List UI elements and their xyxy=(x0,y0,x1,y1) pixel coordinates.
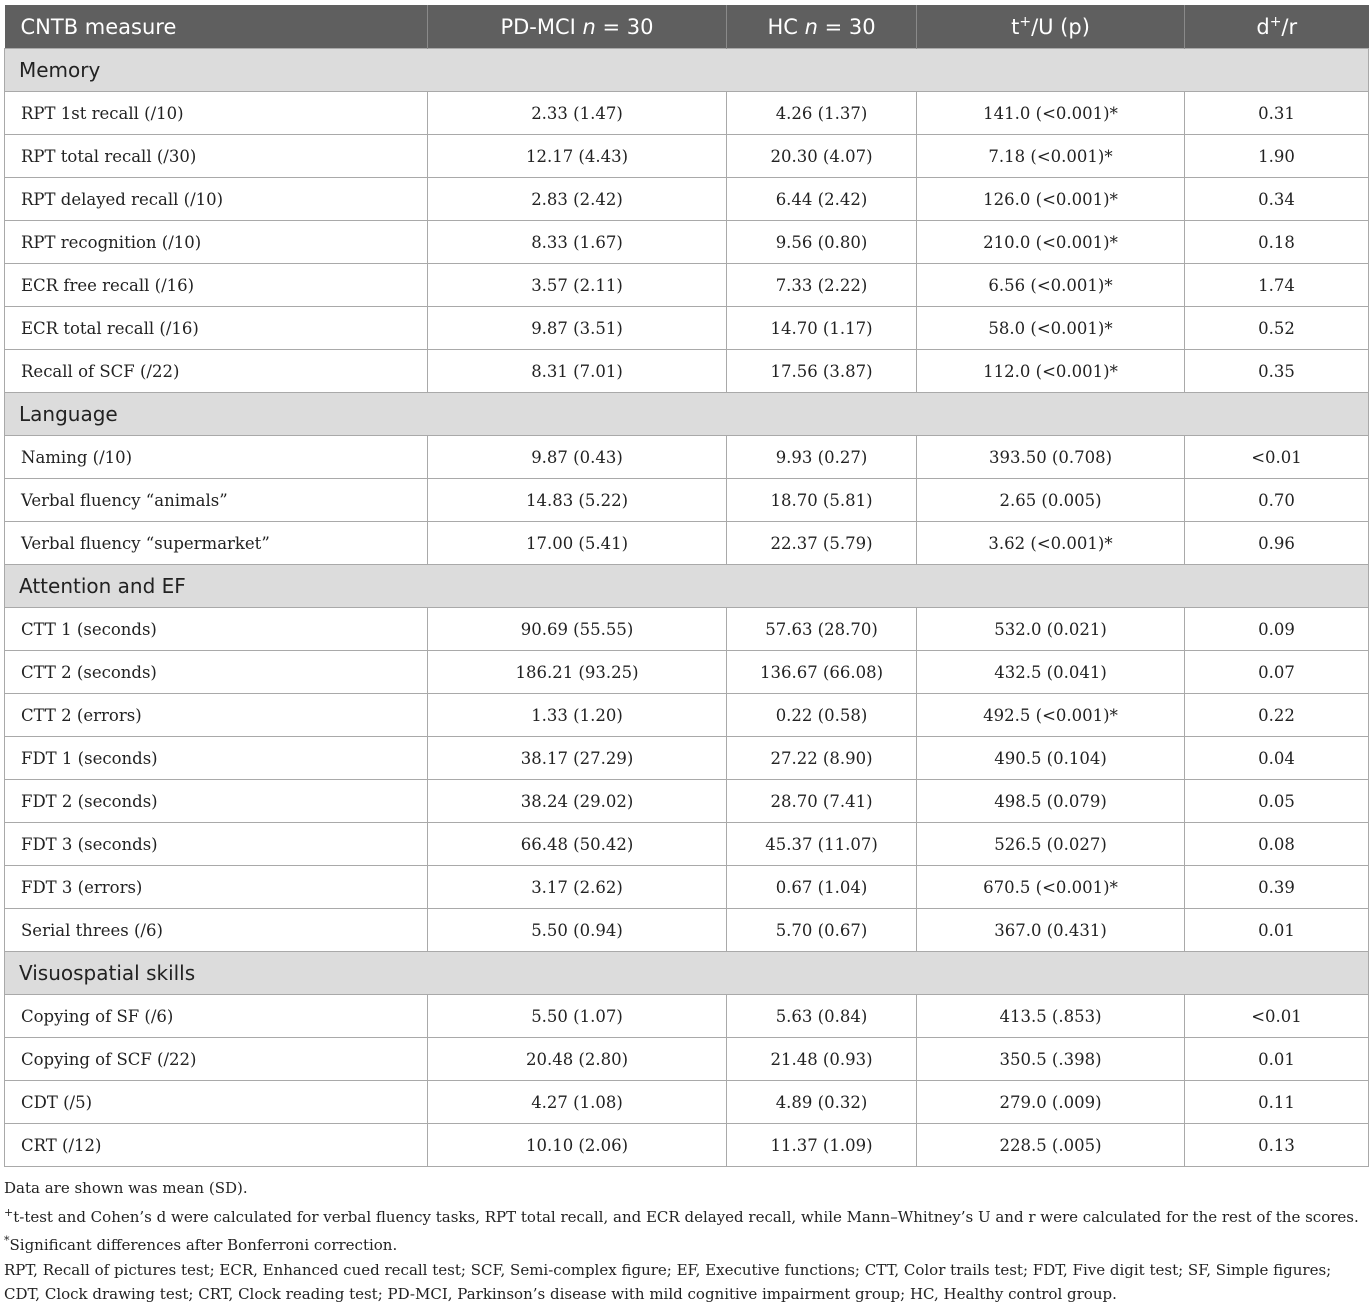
measure-cell: RPT 1st recall (/10) xyxy=(5,92,428,135)
pd-mci-cell: 12.17 (4.43) xyxy=(428,135,727,178)
effect-cell: 0.13 xyxy=(1185,1124,1369,1167)
measure-cell: Copying of SF (/6) xyxy=(5,995,428,1038)
measure-cell: RPT total recall (/30) xyxy=(5,135,428,178)
header-measure-label: CNTB measure xyxy=(20,14,177,39)
stat-cell: 3.62 (<0.001)* xyxy=(917,522,1185,565)
pd-mci-cell: 1.33 (1.20) xyxy=(428,694,727,737)
effect-cell: <0.01 xyxy=(1185,995,1369,1038)
pd-mci-cell: 8.33 (1.67) xyxy=(428,221,727,264)
stat-cell: 2.65 (0.005) xyxy=(917,479,1185,522)
effect-cell: 0.01 xyxy=(1185,1038,1369,1081)
cntb-results-table xyxy=(4,5,1369,1167)
hc-cell: 14.70 (1.17) xyxy=(727,307,917,350)
stat-cell: 367.0 (0.431) xyxy=(917,909,1185,952)
header-pd-mci-suffix: = 30 xyxy=(595,14,654,39)
pd-mci-cell: 3.57 (2.11) xyxy=(428,264,727,307)
stat-cell: 58.0 (<0.001)* xyxy=(917,307,1185,350)
table-row xyxy=(5,995,1369,1038)
stat-cell: 413.5 (.853) xyxy=(917,995,1185,1038)
pd-mci-cell: 5.50 (1.07) xyxy=(428,995,727,1038)
stat-cell: 350.5 (.398) xyxy=(917,1038,1185,1081)
header-pd-mci-prefix: PD-MCI xyxy=(500,14,583,39)
header-effect-pre: d xyxy=(1256,15,1270,39)
stat-cell: 279.0 (.009) xyxy=(917,1081,1185,1124)
measure-cell: Naming (/10) xyxy=(5,436,428,479)
stat-cell: 126.0 (<0.001)* xyxy=(917,178,1185,221)
measure-cell: Recall of SCF (/22) xyxy=(5,350,428,393)
measure-cell: RPT delayed recall (/10) xyxy=(5,178,428,221)
header-hc-prefix: HC xyxy=(767,14,805,39)
section-title: Visuospatial skills xyxy=(5,952,1369,995)
measure-cell: RPT recognition (/10) xyxy=(5,221,428,264)
measure-cell: FDT 1 (seconds) xyxy=(5,737,428,780)
measure-cell: Copying of SCF (/22) xyxy=(5,1038,428,1081)
hc-cell: 20.30 (4.07) xyxy=(727,135,917,178)
effect-cell: 0.04 xyxy=(1185,737,1369,780)
hc-cell: 22.37 (5.79) xyxy=(727,522,917,565)
measure-cell: Verbal fluency “supermarket” xyxy=(5,522,428,565)
effect-cell: 0.22 xyxy=(1185,694,1369,737)
table-row xyxy=(5,479,1369,522)
header-hc xyxy=(727,5,917,49)
effect-cell: 0.05 xyxy=(1185,780,1369,823)
effect-cell: 0.09 xyxy=(1185,608,1369,651)
section-title: Attention and EF xyxy=(5,565,1369,608)
pd-mci-cell: 17.00 (5.41) xyxy=(428,522,727,565)
pd-mci-cell: 38.24 (29.02) xyxy=(428,780,727,823)
pd-mci-cell: 8.31 (7.01) xyxy=(428,350,727,393)
table-row xyxy=(5,1081,1369,1124)
hc-cell: 57.63 (28.70) xyxy=(727,608,917,651)
effect-cell: 0.11 xyxy=(1185,1081,1369,1124)
effect-cell: 0.70 xyxy=(1185,479,1369,522)
pd-mci-cell: 5.50 (0.94) xyxy=(428,909,727,952)
hc-cell: 5.63 (0.84) xyxy=(727,995,917,1038)
effect-cell: 1.74 xyxy=(1185,264,1369,307)
table-row xyxy=(5,780,1369,823)
footnote-star-text: Significant differences after Bonferroni correction. xyxy=(9,1236,398,1254)
table-row xyxy=(5,436,1369,479)
section-row xyxy=(5,565,1369,608)
footnote-plus xyxy=(4,1201,1368,1230)
header-stat-pre: t xyxy=(1011,15,1020,39)
footnote-star-mark: * xyxy=(4,1234,10,1247)
footnote-data: Data are shown was mean (SD). xyxy=(4,1179,248,1197)
table-row xyxy=(5,694,1369,737)
table-row xyxy=(5,651,1369,694)
table-row xyxy=(5,350,1369,393)
stat-cell: 432.5 (0.041) xyxy=(917,651,1185,694)
stat-cell: 490.5 (0.104) xyxy=(917,737,1185,780)
stat-cell: 6.56 (<0.001)* xyxy=(917,264,1185,307)
hc-cell: 7.33 (2.22) xyxy=(727,264,917,307)
table-header-row xyxy=(5,5,1369,49)
table-row xyxy=(5,92,1369,135)
header-stat-post: /U (p) xyxy=(1031,15,1090,39)
stat-cell: 492.5 (<0.001)* xyxy=(917,694,1185,737)
measure-cell: CDT (/5) xyxy=(5,1081,428,1124)
effect-cell: 0.35 xyxy=(1185,350,1369,393)
table-row xyxy=(5,221,1369,264)
hc-cell: 45.37 (11.07) xyxy=(727,823,917,866)
effect-cell: 0.39 xyxy=(1185,866,1369,909)
hc-cell: 4.26 (1.37) xyxy=(727,92,917,135)
pd-mci-cell: 10.10 (2.06) xyxy=(428,1124,727,1167)
pd-mci-cell: 2.83 (2.42) xyxy=(428,178,727,221)
table-row xyxy=(5,1124,1369,1167)
pd-mci-cell: 14.83 (5.22) xyxy=(428,479,727,522)
stat-cell: 670.5 (<0.001)* xyxy=(917,866,1185,909)
effect-cell: 0.18 xyxy=(1185,221,1369,264)
measure-cell: CTT 2 (seconds) xyxy=(5,651,428,694)
header-stat-sup: + xyxy=(1019,14,1032,30)
footnote-star xyxy=(4,1229,1368,1258)
stat-cell: 141.0 (<0.001)* xyxy=(917,92,1185,135)
hc-cell: 6.44 (2.42) xyxy=(727,178,917,221)
pd-mci-cell: 66.48 (50.42) xyxy=(428,823,727,866)
table-row xyxy=(5,909,1369,952)
section-row xyxy=(5,393,1369,436)
pd-mci-cell: 38.17 (27.29) xyxy=(428,737,727,780)
stat-cell: 112.0 (<0.001)* xyxy=(917,350,1185,393)
measure-cell: FDT 3 (errors) xyxy=(5,866,428,909)
hc-cell: 4.89 (0.32) xyxy=(727,1081,917,1124)
table-row xyxy=(5,307,1369,350)
table-row xyxy=(5,178,1369,221)
pd-mci-cell: 9.87 (3.51) xyxy=(428,307,727,350)
header-measure xyxy=(5,5,428,49)
table-row xyxy=(5,135,1369,178)
section-row xyxy=(5,49,1369,92)
measure-cell: CRT (/12) xyxy=(5,1124,428,1167)
measure-cell: Verbal fluency “animals” xyxy=(5,479,428,522)
stat-cell: 228.5 (.005) xyxy=(917,1124,1185,1167)
footnote-plus-text: t-test and Cohen’s d were calculated for verbal fluency tasks, RPT total recall, and ECR delayed recall, while Mann–Whitney’s U and r were calculated for the rest of the scores. xyxy=(13,1207,1359,1226)
pd-mci-cell: 90.69 (55.55) xyxy=(428,608,727,651)
effect-cell: 0.08 xyxy=(1185,823,1369,866)
hc-cell: 11.37 (1.09) xyxy=(727,1124,917,1167)
stat-cell: 526.5 (0.027) xyxy=(917,823,1185,866)
pd-mci-cell: 4.27 (1.08) xyxy=(428,1081,727,1124)
effect-cell: 0.07 xyxy=(1185,651,1369,694)
table-row xyxy=(5,264,1369,307)
hc-cell: 9.93 (0.27) xyxy=(727,436,917,479)
stat-cell: 393.50 (0.708) xyxy=(917,436,1185,479)
effect-cell: 0.31 xyxy=(1185,92,1369,135)
header-pd-mci-n: n xyxy=(582,14,596,39)
hc-cell: 9.56 (0.80) xyxy=(727,221,917,264)
hc-cell: 27.22 (8.90) xyxy=(727,737,917,780)
effect-cell: 0.01 xyxy=(1185,909,1369,952)
effect-cell: 0.96 xyxy=(1185,522,1369,565)
effect-cell: 1.90 xyxy=(1185,135,1369,178)
hc-cell: 5.70 (0.67) xyxy=(727,909,917,952)
pd-mci-cell: 9.87 (0.43) xyxy=(428,436,727,479)
hc-cell: 0.67 (1.04) xyxy=(727,866,917,909)
hc-cell: 136.67 (66.08) xyxy=(727,651,917,694)
hc-cell: 21.48 (0.93) xyxy=(727,1038,917,1081)
stat-cell: 532.0 (0.021) xyxy=(917,608,1185,651)
footnote-plus-mark: + xyxy=(4,1205,14,1219)
header-effect-sup: + xyxy=(1269,14,1282,30)
measure-cell: Serial threes (/6) xyxy=(5,909,428,952)
header-hc-suffix: = 30 xyxy=(817,14,876,39)
table-body xyxy=(5,49,1369,1167)
table-row xyxy=(5,737,1369,780)
hc-cell: 18.70 (5.81) xyxy=(727,479,917,522)
header-effect xyxy=(1185,5,1369,49)
measure-cell: FDT 2 (seconds) xyxy=(5,780,428,823)
effect-cell: <0.01 xyxy=(1185,436,1369,479)
measure-cell: FDT 3 (seconds) xyxy=(5,823,428,866)
effect-cell: 0.52 xyxy=(1185,307,1369,350)
hc-cell: 28.70 (7.41) xyxy=(727,780,917,823)
effect-cell: 0.34 xyxy=(1185,178,1369,221)
stat-cell: 498.5 (0.079) xyxy=(917,780,1185,823)
table-row xyxy=(5,866,1369,909)
section-title: Language xyxy=(5,393,1369,436)
hc-cell: 17.56 (3.87) xyxy=(727,350,917,393)
header-stat xyxy=(917,5,1185,49)
pd-mci-cell: 2.33 (1.47) xyxy=(428,92,727,135)
measure-cell: CTT 1 (seconds) xyxy=(5,608,428,651)
section-title: Memory xyxy=(5,49,1369,92)
header-hc-n: n xyxy=(804,14,818,39)
table-row xyxy=(5,823,1369,866)
footnote-abbreviations: RPT, Recall of pictures test; ECR, Enhanced cued recall test; SCF, Semi-complex figure; EF, Executive functions; CTT, Color trails test; FDT, Five digit test; SF, Simple figures; CDT, Clock drawing test; CRT, Clock reading test; PD-MCI, Parkinson’s disease with mild cognitive impairment group; HC, Healthy control group. xyxy=(4,1260,1332,1303)
measure-cell: ECR free recall (/16) xyxy=(5,264,428,307)
hc-cell: 0.22 (0.58) xyxy=(727,694,917,737)
stat-cell: 7.18 (<0.001)* xyxy=(917,135,1185,178)
header-pd-mci xyxy=(428,5,727,49)
measure-cell: ECR total recall (/16) xyxy=(5,307,428,350)
measure-cell: CTT 2 (errors) xyxy=(5,694,428,737)
results-table-container xyxy=(4,5,1368,1167)
section-row xyxy=(5,952,1369,995)
table-row xyxy=(5,608,1369,651)
table-row xyxy=(5,522,1369,565)
header-effect-post: /r xyxy=(1281,15,1298,39)
stat-cell: 210.0 (<0.001)* xyxy=(917,221,1185,264)
pd-mci-cell: 20.48 (2.80) xyxy=(428,1038,727,1081)
pd-mci-cell: 3.17 (2.62) xyxy=(428,866,727,909)
table-row xyxy=(5,1038,1369,1081)
pd-mci-cell: 186.21 (93.25) xyxy=(428,651,727,694)
table-footnotes xyxy=(4,1176,1368,1307)
